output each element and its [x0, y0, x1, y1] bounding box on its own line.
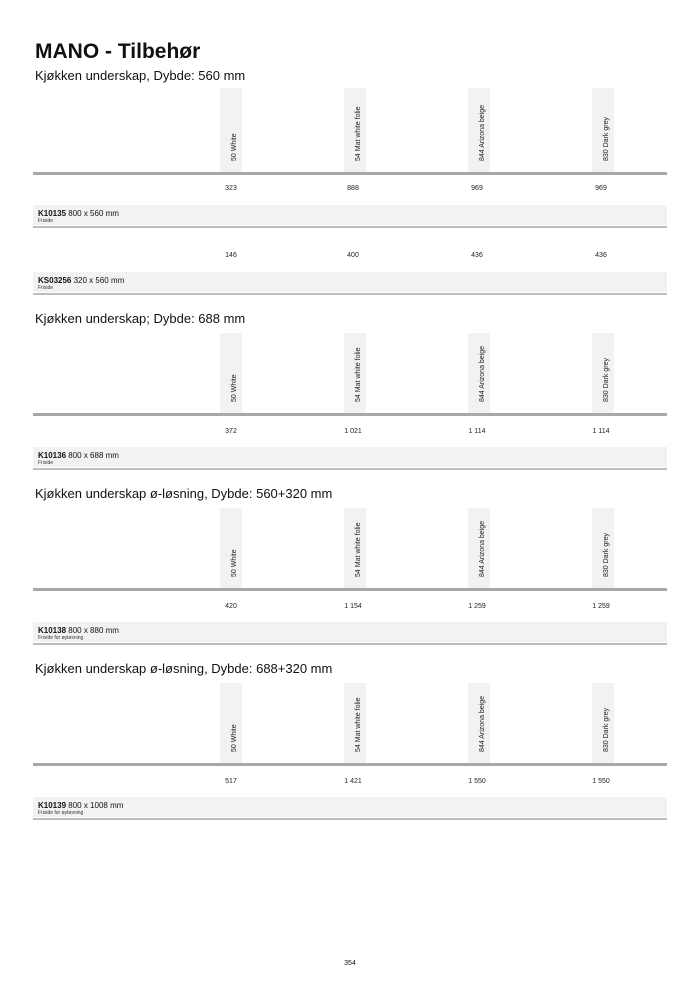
column-header: 830 Dark grey: [592, 683, 614, 765]
price-white: 517: [225, 778, 237, 785]
column-header: 50 White: [220, 508, 242, 590]
column-header: 844 Arizona beige: [468, 88, 490, 174]
product-row: [33, 272, 667, 292]
column-header: 54 Mat white folie: [344, 508, 366, 590]
column-header: 50 White: [220, 683, 242, 765]
product-row: [33, 205, 667, 225]
price-dark-grey: 969: [595, 185, 607, 192]
price-white: 323: [225, 185, 237, 192]
product-row: [33, 447, 667, 467]
product-row: [33, 622, 667, 642]
row-rule: [33, 226, 667, 228]
product-desc: Friside: [38, 218, 54, 224]
section-title: Kjøkken underskap ø-løsning, Dybde: 560+320 mm: [35, 486, 333, 501]
column-header: 50 White: [220, 88, 242, 174]
product-size: 320 x 560 mm: [73, 276, 125, 285]
section-4: [0, 661, 700, 826]
price-white: 372: [225, 428, 237, 435]
header-rule: [33, 588, 667, 591]
product-code: K10138: [38, 626, 67, 635]
section-3: [0, 486, 700, 651]
column-header: 844 Arizona beige: [468, 508, 490, 590]
price-dark-grey: 1 550: [592, 778, 610, 785]
header-rule: [33, 413, 667, 416]
section-2: [0, 311, 700, 476]
section-title: Kjøkken underskap ø-løsning, Dybde: 688+320 mm: [35, 661, 333, 676]
header-rule: [33, 763, 667, 766]
price-dark-grey: 436: [595, 252, 607, 259]
price-white: 420: [225, 603, 237, 610]
price-row: [0, 185, 700, 197]
row-rule: [33, 818, 667, 820]
row-rule: [33, 643, 667, 645]
product-size: 800 x 688 mm: [68, 451, 119, 460]
section-1: [0, 68, 700, 300]
product-desc: Friside for øyløsning: [38, 810, 84, 816]
price-mat-white: 888: [347, 185, 359, 192]
price-arizona-beige: 436: [471, 252, 483, 259]
column-header: 830 Dark grey: [592, 508, 614, 590]
price-mat-white: 400: [347, 252, 359, 259]
product-desc: Friside: [38, 285, 54, 291]
column-header: 844 Arizona beige: [468, 683, 490, 765]
price-white: 146: [225, 252, 237, 259]
column-header: 54 Mat white folie: [344, 333, 366, 415]
section-title: Kjøkken underskap, Dybde: 560 mm: [35, 68, 246, 83]
section-title: Kjøkken underskap; Dybde: 688 mm: [35, 311, 246, 326]
column-header: 830 Dark grey: [592, 333, 614, 415]
price-arizona-beige: 1 259: [468, 603, 486, 610]
price-arizona-beige: 969: [471, 185, 483, 192]
column-header: 844 Arizona beige: [468, 333, 490, 415]
product-code: KS03256: [38, 276, 72, 285]
row-rule: [33, 468, 667, 470]
price-dark-grey: 1 259: [592, 603, 610, 610]
column-header: 54 Mat white folie: [344, 88, 366, 174]
price-dark-grey: 1 114: [592, 428, 610, 435]
product-size: 800 x 1008 mm: [68, 801, 124, 810]
product-code: K10135: [38, 209, 67, 218]
product-desc: Friside: [38, 460, 54, 466]
column-header: 830 Dark grey: [592, 88, 614, 174]
page-number: 354: [344, 960, 356, 967]
column-header: 50 White: [220, 333, 242, 415]
product-desc: Friside for øyløsning: [38, 635, 84, 641]
price-arizona-beige: 1 550: [468, 778, 486, 785]
price-mat-white: 1 021: [344, 428, 362, 435]
price-arizona-beige: 1 114: [468, 428, 486, 435]
column-header: 54 Mat white folie: [344, 683, 366, 765]
row-rule: [33, 293, 667, 295]
product-size: 800 x 880 mm: [68, 626, 119, 635]
product-code: K10136: [38, 451, 67, 460]
price-row: [0, 603, 700, 615]
product-code: K10139: [38, 801, 67, 810]
price-row: [0, 428, 700, 440]
price-row: [0, 778, 700, 790]
price-row: [0, 252, 700, 264]
product-size: 800 x 560 mm: [68, 209, 119, 218]
product-row: [33, 797, 667, 817]
page-title: MANO - Tilbehør: [35, 40, 201, 63]
price-mat-white: 1 421: [344, 778, 362, 785]
header-rule: [33, 172, 667, 175]
price-mat-white: 1 154: [344, 603, 362, 610]
